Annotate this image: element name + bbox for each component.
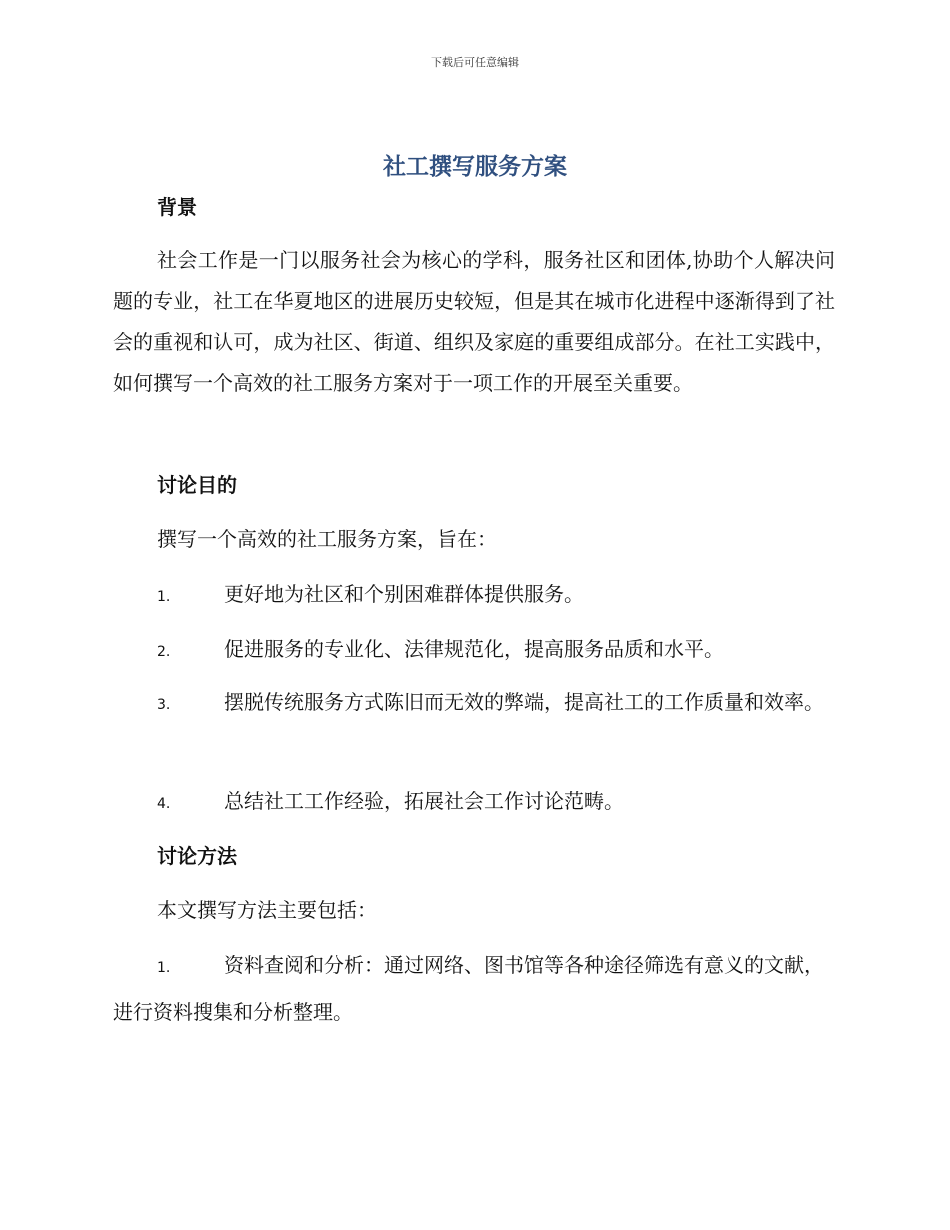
- list-text: 促进服务的专业化、法律规范化，提高服务品质和水平。: [224, 637, 724, 661]
- section-heading-method: 讨论方法: [157, 844, 237, 868]
- section-heading-background: 背景: [157, 195, 197, 219]
- header-note: 下载后可任意编辑: [431, 56, 519, 69]
- purpose-list-item: [113, 680, 835, 727]
- purpose-list-item: [113, 570, 835, 621]
- list-text: 更好地为社区和个别困难群体提供服务。: [224, 582, 584, 606]
- purpose-list-item: [113, 625, 835, 676]
- background-paragraph: 社会工作是一门以服务社会为核心的学科，服务社区和团体,协助个人解决问题的专业，社工在华夏地区的进展历史较短，但是其在城市化进程中逐渐得到了社会的重视和认可，成为社区、街道、组织及家庭的重要组成部分。在社工实践中，如何撰写一个高效的社工服务方案对于一项工作的开展至关重要。: [113, 248, 835, 395]
- list-number: 2.: [157, 644, 171, 660]
- method-intro: 本文撰写方法主要包括：: [157, 898, 377, 922]
- list-text: 资料查阅和分析：通过网络、图书馆等各种途径筛选有意义的文献，进行资料搜集和分析整理。: [113, 953, 824, 1024]
- list-number: 1.: [157, 589, 171, 605]
- document-title: 社工撰写服务方案: [383, 154, 567, 180]
- section-heading-purpose: 讨论目的: [157, 473, 237, 497]
- list-number: 4.: [157, 796, 171, 812]
- purpose-intro: 撰写一个高效的社工服务方案，旨在：: [157, 527, 497, 551]
- list-number: 1.: [157, 960, 171, 976]
- list-number: 3.: [157, 697, 171, 713]
- method-list-item: [113, 943, 835, 1034]
- purpose-list-item: [113, 777, 835, 828]
- list-text: 总结社工工作经验，拓展社会工作讨论范畴。: [224, 789, 624, 813]
- list-text: 摆脱传统服务方式陈旧而无效的弊端，提高社工的工作质量和效率。: [224, 690, 824, 714]
